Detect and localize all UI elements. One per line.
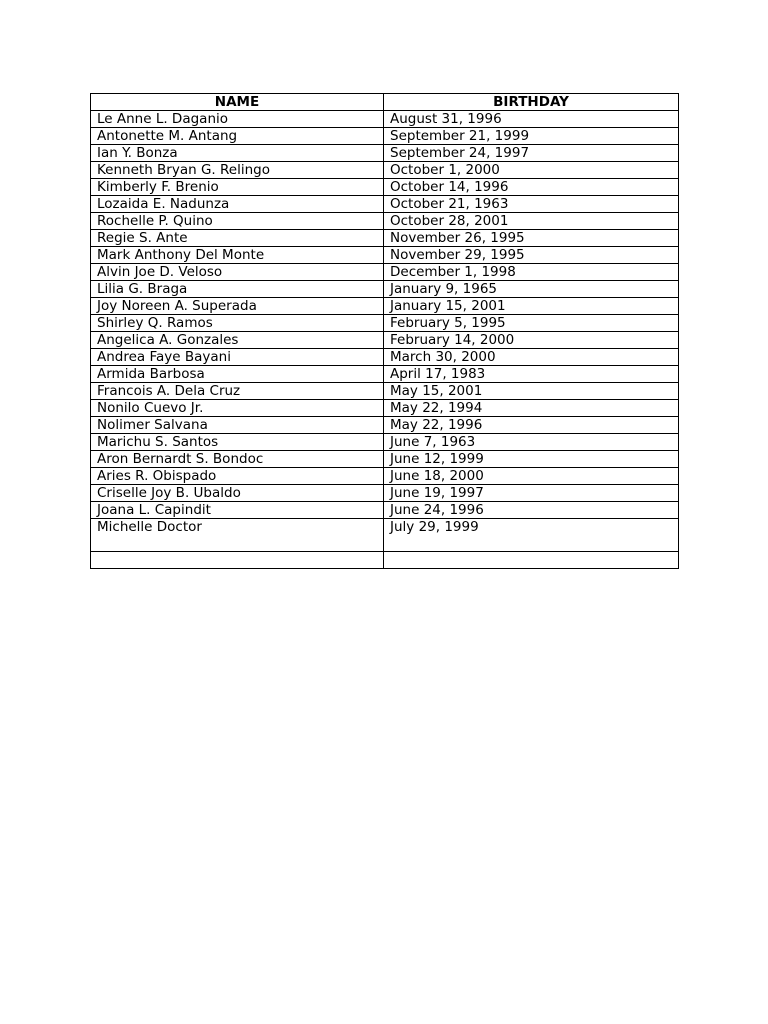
table-row <box>91 366 679 383</box>
birthday-cell: June 19, 1997 <box>384 485 679 502</box>
name-cell: Angelica A. Gonzales <box>91 332 384 349</box>
table-row <box>91 128 679 145</box>
name-cell <box>91 552 384 569</box>
table-row <box>91 468 679 485</box>
birthday-cell: October 28, 2001 <box>384 213 679 230</box>
name-cell: Ian Y. Bonza <box>91 145 384 162</box>
name-cell: Nonilo Cuevo Jr. <box>91 400 384 417</box>
name-cell: Kenneth Bryan G. Relingo <box>91 162 384 179</box>
name-cell: Joana L. Capindit <box>91 502 384 519</box>
birthday-cell: January 9, 1965 <box>384 281 679 298</box>
table-row <box>91 179 679 196</box>
name-cell: Andrea Faye Bayani <box>91 349 384 366</box>
table-row <box>91 349 679 366</box>
name-cell: Rochelle P. Quino <box>91 213 384 230</box>
table-row <box>91 162 679 179</box>
table-row <box>91 281 679 298</box>
name-cell: Alvin Joe D. Veloso <box>91 264 384 281</box>
table-row <box>91 332 679 349</box>
table-row <box>91 400 679 417</box>
birthday-cell: February 5, 1995 <box>384 315 679 332</box>
table-row <box>91 145 679 162</box>
table-row <box>91 298 679 315</box>
birthday-cell: May 22, 1996 <box>384 417 679 434</box>
name-cell: Mark Anthony Del Monte <box>91 247 384 264</box>
birthday-cell: June 24, 1996 <box>384 502 679 519</box>
name-column-header: NAME <box>91 94 384 111</box>
birthday-cell: November 26, 1995 <box>384 230 679 247</box>
table-row <box>91 247 679 264</box>
name-cell: Regie S. Ante <box>91 230 384 247</box>
name-cell: Kimberly F. Brenio <box>91 179 384 196</box>
birthday-cell: March 30, 2000 <box>384 349 679 366</box>
name-cell: Lilia G. Braga <box>91 281 384 298</box>
table-row <box>91 519 679 552</box>
table-row <box>91 111 679 128</box>
name-cell: Joy Noreen A. Superada <box>91 298 384 315</box>
name-cell: Criselle Joy B. Ubaldo <box>91 485 384 502</box>
birthday-cell: May 15, 2001 <box>384 383 679 400</box>
name-cell: Antonette M. Antang <box>91 128 384 145</box>
table-row <box>91 434 679 451</box>
name-cell: Nolimer Salvana <box>91 417 384 434</box>
table-row <box>91 230 679 247</box>
birthday-cell: October 14, 1996 <box>384 179 679 196</box>
birthday-cell: November 29, 1995 <box>384 247 679 264</box>
birthday-cell: December 1, 1998 <box>384 264 679 281</box>
table-row <box>91 196 679 213</box>
table-row <box>91 552 679 569</box>
table-row <box>91 451 679 468</box>
name-cell: Marichu S. Santos <box>91 434 384 451</box>
header-row <box>91 94 679 111</box>
birthday-cell: June 7, 1963 <box>384 434 679 451</box>
name-cell: Shirley Q. Ramos <box>91 315 384 332</box>
table-row <box>91 315 679 332</box>
birthday-cell: January 15, 2001 <box>384 298 679 315</box>
name-cell: Lozaida E. Nadunza <box>91 196 384 213</box>
birthday-cell: June 12, 1999 <box>384 451 679 468</box>
name-cell: Le Anne L. Daganio <box>91 111 384 128</box>
table-row <box>91 417 679 434</box>
birthday-cell: August 31, 1996 <box>384 111 679 128</box>
birthday-cell: October 21, 1963 <box>384 196 679 213</box>
name-cell: Aron Bernardt S. Bondoc <box>91 451 384 468</box>
birthday-cell: May 22, 1994 <box>384 400 679 417</box>
table-row <box>91 383 679 400</box>
table-body <box>91 111 679 569</box>
birthday-cell: October 1, 2000 <box>384 162 679 179</box>
table-row <box>91 213 679 230</box>
name-cell: Michelle Doctor <box>91 519 384 552</box>
birthday-cell <box>384 552 679 569</box>
birthday-cell: July 29, 1999 <box>384 519 679 552</box>
birthday-cell: September 24, 1997 <box>384 145 679 162</box>
table-row <box>91 502 679 519</box>
birthday-column-header: BIRTHDAY <box>384 94 679 111</box>
table-row <box>91 485 679 502</box>
table-row <box>91 264 679 281</box>
birthday-cell: April 17, 1983 <box>384 366 679 383</box>
name-cell: Aries R. Obispado <box>91 468 384 485</box>
birthday-table <box>90 93 679 569</box>
name-cell: Francois A. Dela Cruz <box>91 383 384 400</box>
birthday-cell: June 18, 2000 <box>384 468 679 485</box>
name-cell: Armida Barbosa <box>91 366 384 383</box>
birthday-cell: September 21, 1999 <box>384 128 679 145</box>
birthday-cell: February 14, 2000 <box>384 332 679 349</box>
